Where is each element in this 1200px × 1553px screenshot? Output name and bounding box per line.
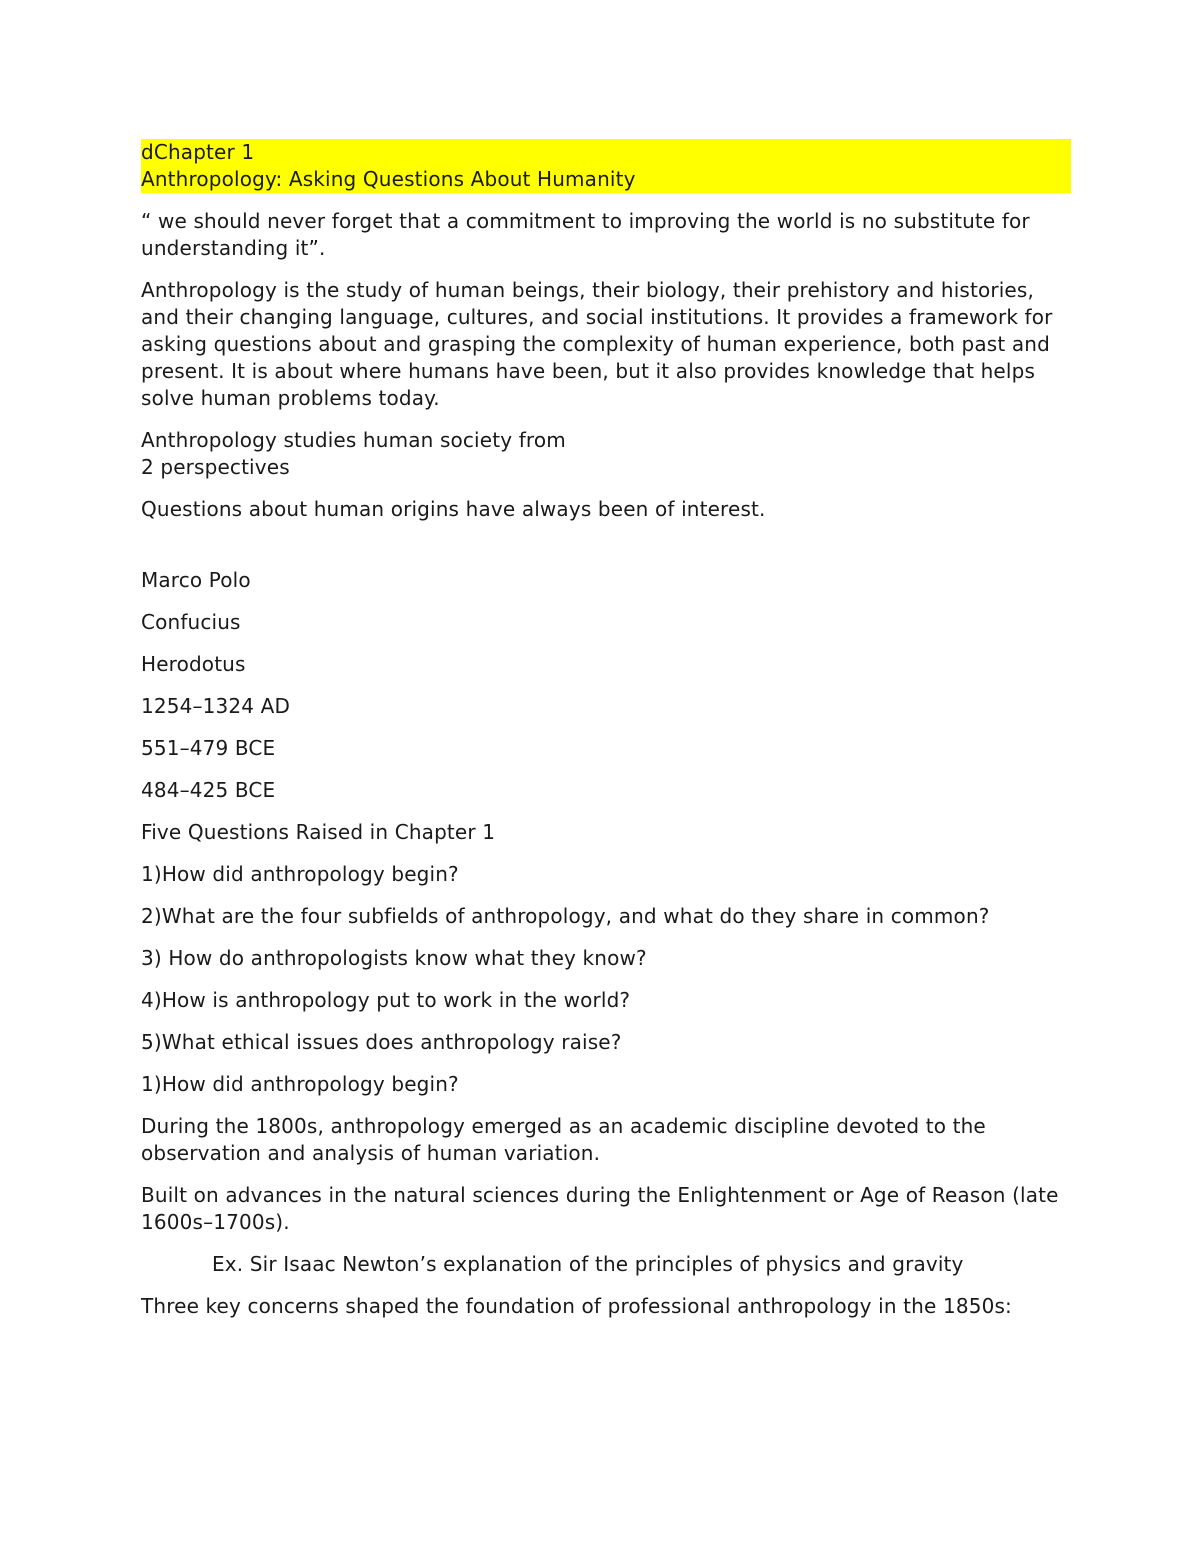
built-on-paragraph: Built on advances in the natural sciences during the Enlightenment or Age of Reason (late 1600s–1700s).	[141, 1183, 1059, 1234]
emerged-paragraph: During the 1800s, anthropology emerged as an academic discipline devoted to the observation and analysis of human variation.	[141, 1114, 986, 1165]
chapter-title: Anthropology: Asking Questions About Humanity	[141, 166, 1071, 193]
perspectives-line-1: Anthropology studies human society from	[141, 428, 566, 452]
date-marco-polo: 1254–1324 AD	[141, 694, 291, 718]
question-5: 5)What ethical issues does anthropology raise?	[141, 1030, 622, 1054]
figure-confucius: Confucius	[141, 610, 241, 634]
document-body	[141, 139, 1071, 1335]
perspectives-line-2: 2 perspectives	[141, 455, 290, 479]
anthropology-definition: Anthropology is the study of human beings, their biology, their prehistory and histories, and their changing language, cultures, and social institutions. It provides a framework for asking questions about and grasping the complexity of human experience, both past and present. It is about where humans have been, but it also provides knowledge that helps solve human problems today.	[141, 278, 1053, 410]
date-herodotus: 484–425 BCE	[141, 778, 276, 802]
question-4: 4)How is anthropology put to work in the world?	[141, 988, 631, 1012]
chapter-number: dChapter 1	[141, 139, 1071, 166]
origins-paragraph: Questions about human origins have always been of interest.	[141, 497, 766, 521]
figure-marco-polo: Marco Polo	[141, 568, 251, 592]
question-2: 2)What are the four subfields of anthropology, and what do they share in common?	[141, 904, 990, 928]
question-1: 1)How did anthropology begin?	[141, 862, 459, 886]
concerns-paragraph: Three key concerns shaped the foundation of professional anthropology in the 1850s:	[141, 1294, 1012, 1318]
figure-herodotus: Herodotus	[141, 652, 246, 676]
opening-quote: “ we should never forget that a commitment to improving the world is no substitute for understanding it”.	[141, 209, 1030, 260]
questions-heading: Five Questions Raised in Chapter 1	[141, 820, 496, 844]
section-heading-q1: 1)How did anthropology begin?	[141, 1072, 459, 1096]
date-confucius: 551–479 BCE	[141, 736, 276, 760]
chapter-heading	[141, 139, 1071, 193]
perspectives-paragraph	[141, 427, 1071, 481]
newton-example: Ex. Sir Isaac Newton’s explanation of the principles of physics and gravity	[212, 1252, 964, 1276]
question-3: 3) How do anthropologists know what they know?	[141, 946, 647, 970]
